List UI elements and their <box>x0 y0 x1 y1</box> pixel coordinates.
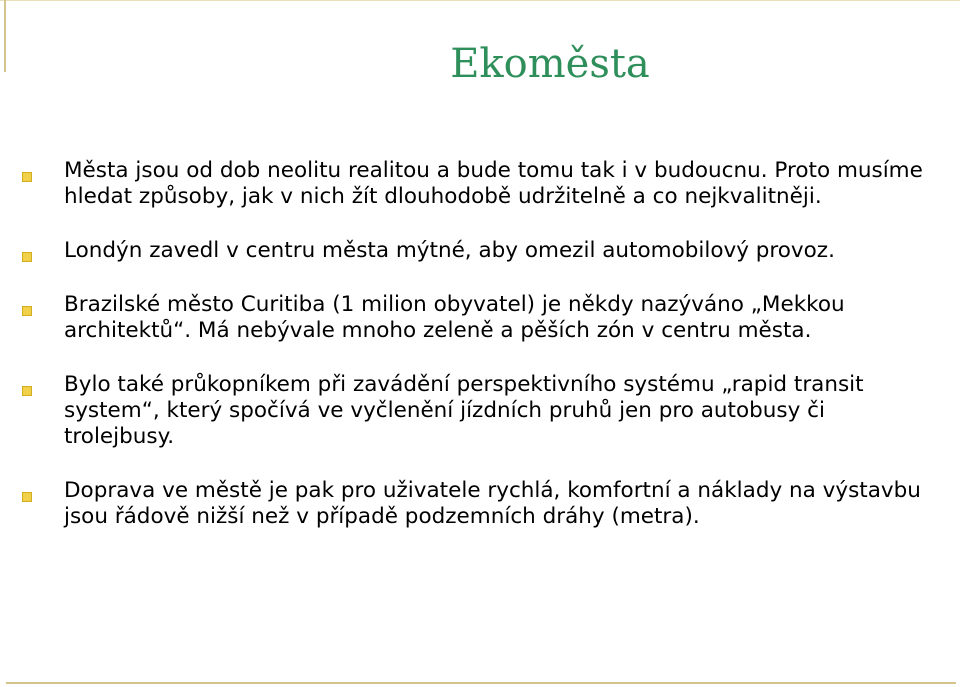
bullet-item <box>22 478 932 530</box>
bullet-item <box>22 158 932 210</box>
top-divider <box>0 0 960 1</box>
slide-title: Ekoměsta <box>450 40 650 87</box>
bullet-text: Londýn zavedl v centru města mýtné, aby omezil automobilový provoz. <box>64 238 835 263</box>
square-bullet-icon <box>22 386 32 396</box>
square-bullet-icon <box>22 492 32 502</box>
bottom-divider <box>6 682 956 684</box>
bullet-item <box>22 292 932 344</box>
bullet-list <box>22 158 932 558</box>
bullet-text: Doprava ve městě je pak pro uživatele rychlá, komfortní a náklady na výstavbu jsou řádově nižší než v případě podzemních dráhy (metra). <box>64 478 921 529</box>
square-bullet-icon <box>22 252 32 262</box>
square-bullet-icon <box>22 172 32 182</box>
bullet-text: Brazilské město Curitiba (1 milion obyvatel) je někdy nazýváno „Mekkou architektů“. Má nebývale mnoho zeleně a pěších zón v centru města. <box>64 292 845 343</box>
bullet-text: Města jsou od dob neolitu realitou a bude tomu tak i v budoucnu. Proto musíme hledat způsoby, jak v nich žít dlouhodobě udržitelně a co nejkvalitněji. <box>64 158 923 209</box>
left-accent-line <box>4 0 6 72</box>
bullet-text: Bylo také průkopníkem při zavádění perspektivního systému „rapid transit system“, který spočívá ve vyčlenění jízdních pruhů jen pro autobusy či trolejbusy. <box>64 372 864 449</box>
bullet-item <box>22 372 932 450</box>
bullet-item <box>22 238 932 264</box>
square-bullet-icon <box>22 306 32 316</box>
